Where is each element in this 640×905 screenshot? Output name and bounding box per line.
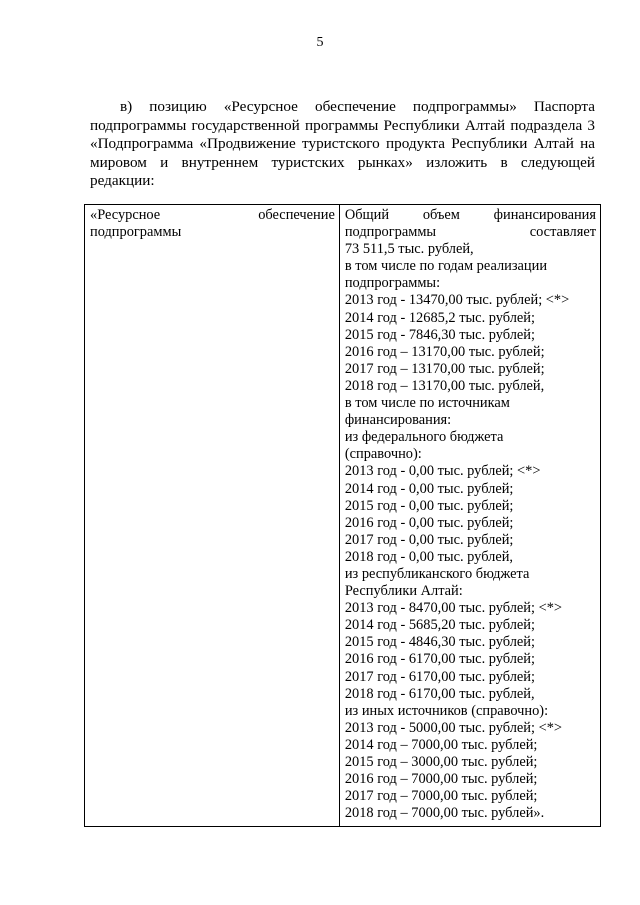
value-line: 2015 год - 4846,30 тыс. рублей; <box>344 634 536 651</box>
value-line: 2014 год – 7000,00 тыс. рублей; <box>344 736 538 753</box>
value-line: 2017 год – 7000,00 тыс. рублей; <box>344 788 538 805</box>
value-line: 2018 год - 6170,00 тыс. рублей, <box>344 685 535 702</box>
value-line: 2014 год - 5685,20 тыс. рублей; <box>344 617 536 634</box>
value-line: 2013 год - 5000,00 тыс. рублей; <*> <box>344 719 563 736</box>
value-line: 2016 год - 0,00 тыс. рублей; <box>344 514 514 531</box>
value-line: Республики Алтай: <box>344 583 463 600</box>
value-word: подпрограммы <box>344 224 437 241</box>
value-line: 2015 год - 7846,30 тыс. рублей; <box>344 326 536 343</box>
value-lines <box>345 241 596 822</box>
value-line: 2018 год - 0,00 тыс. рублей, <box>344 548 514 565</box>
label-cell <box>85 205 340 827</box>
label-line <box>90 207 335 224</box>
value-line: 2016 год – 13170,00 тыс. рублей; <box>344 343 545 360</box>
value-line: 2014 год - 12685,2 тыс. рублей; <box>344 309 536 326</box>
value-line: 2013 год - 8470,00 тыс. рублей; <*> <box>344 600 563 617</box>
value-word: Общий <box>344 207 390 223</box>
value-line: 2017 год - 6170,00 тыс. рублей; <box>344 668 536 685</box>
table-row <box>85 205 601 827</box>
label-word: «Ресурсное <box>90 207 161 223</box>
value-heading-line <box>345 224 596 241</box>
label-line: подпрограммы <box>90 224 182 241</box>
value-line: в том числе по источникам <box>344 395 510 412</box>
value-line: 2015 год – 3000,00 тыс. рублей; <box>344 754 538 770</box>
value-line: в том числе по годам реализации <box>344 258 548 275</box>
value-line: 2013 год - 0,00 тыс. рублей; <*> <box>344 463 541 480</box>
value-line: из федерального бюджета <box>344 429 504 446</box>
intro-paragraph: в) позицию «Ресурсное обеспечение подпрограммы» Паспорта подпрограммы государственной программы Республики Алтай подраздела 3 «Подпрограмма «Продвижение туристского продукта Республики Алтай на мировом и внутреннем туристских рынках» изложить в следующей редакции: <box>90 98 595 189</box>
value-word: объем <box>422 207 460 223</box>
value-cell <box>339 205 600 827</box>
value-word: финансирования <box>493 207 596 223</box>
value-line: 2015 год - 0,00 тыс. рублей; <box>344 497 514 514</box>
value-line: 2017 год - 0,00 тыс. рублей; <box>344 531 514 548</box>
resource-table <box>84 204 601 827</box>
value-line: 73 511,5 тыс. рублей, <box>344 241 474 258</box>
value-heading-line <box>345 207 596 224</box>
value-line: финансирования: <box>344 412 452 429</box>
value-line: 2016 год - 6170,00 тыс. рублей; <box>344 651 536 668</box>
value-line: 2016 год – 7000,00 тыс. рублей; <box>344 771 538 788</box>
label-word: обеспечение <box>258 207 335 223</box>
value-line: из республиканского бюджета <box>344 565 530 582</box>
value-line: 2018 год – 7000,00 тыс. рублей». <box>344 805 545 822</box>
value-line: подпрограммы: <box>344 275 441 292</box>
value-word: составляет <box>529 224 596 241</box>
value-line: 2018 год – 13170,00 тыс. рублей, <box>344 377 545 394</box>
page-number: 5 <box>316 35 324 50</box>
value-line: 2013 год - 13470,00 тыс. рублей; <*> <box>344 292 570 309</box>
value-line: 2014 год - 0,00 тыс. рублей; <box>344 480 514 497</box>
value-line: (справочно): <box>344 446 422 463</box>
value-line: из иных источников (справочно): <box>344 702 549 719</box>
value-line: 2017 год – 13170,00 тыс. рублей; <box>344 360 545 377</box>
